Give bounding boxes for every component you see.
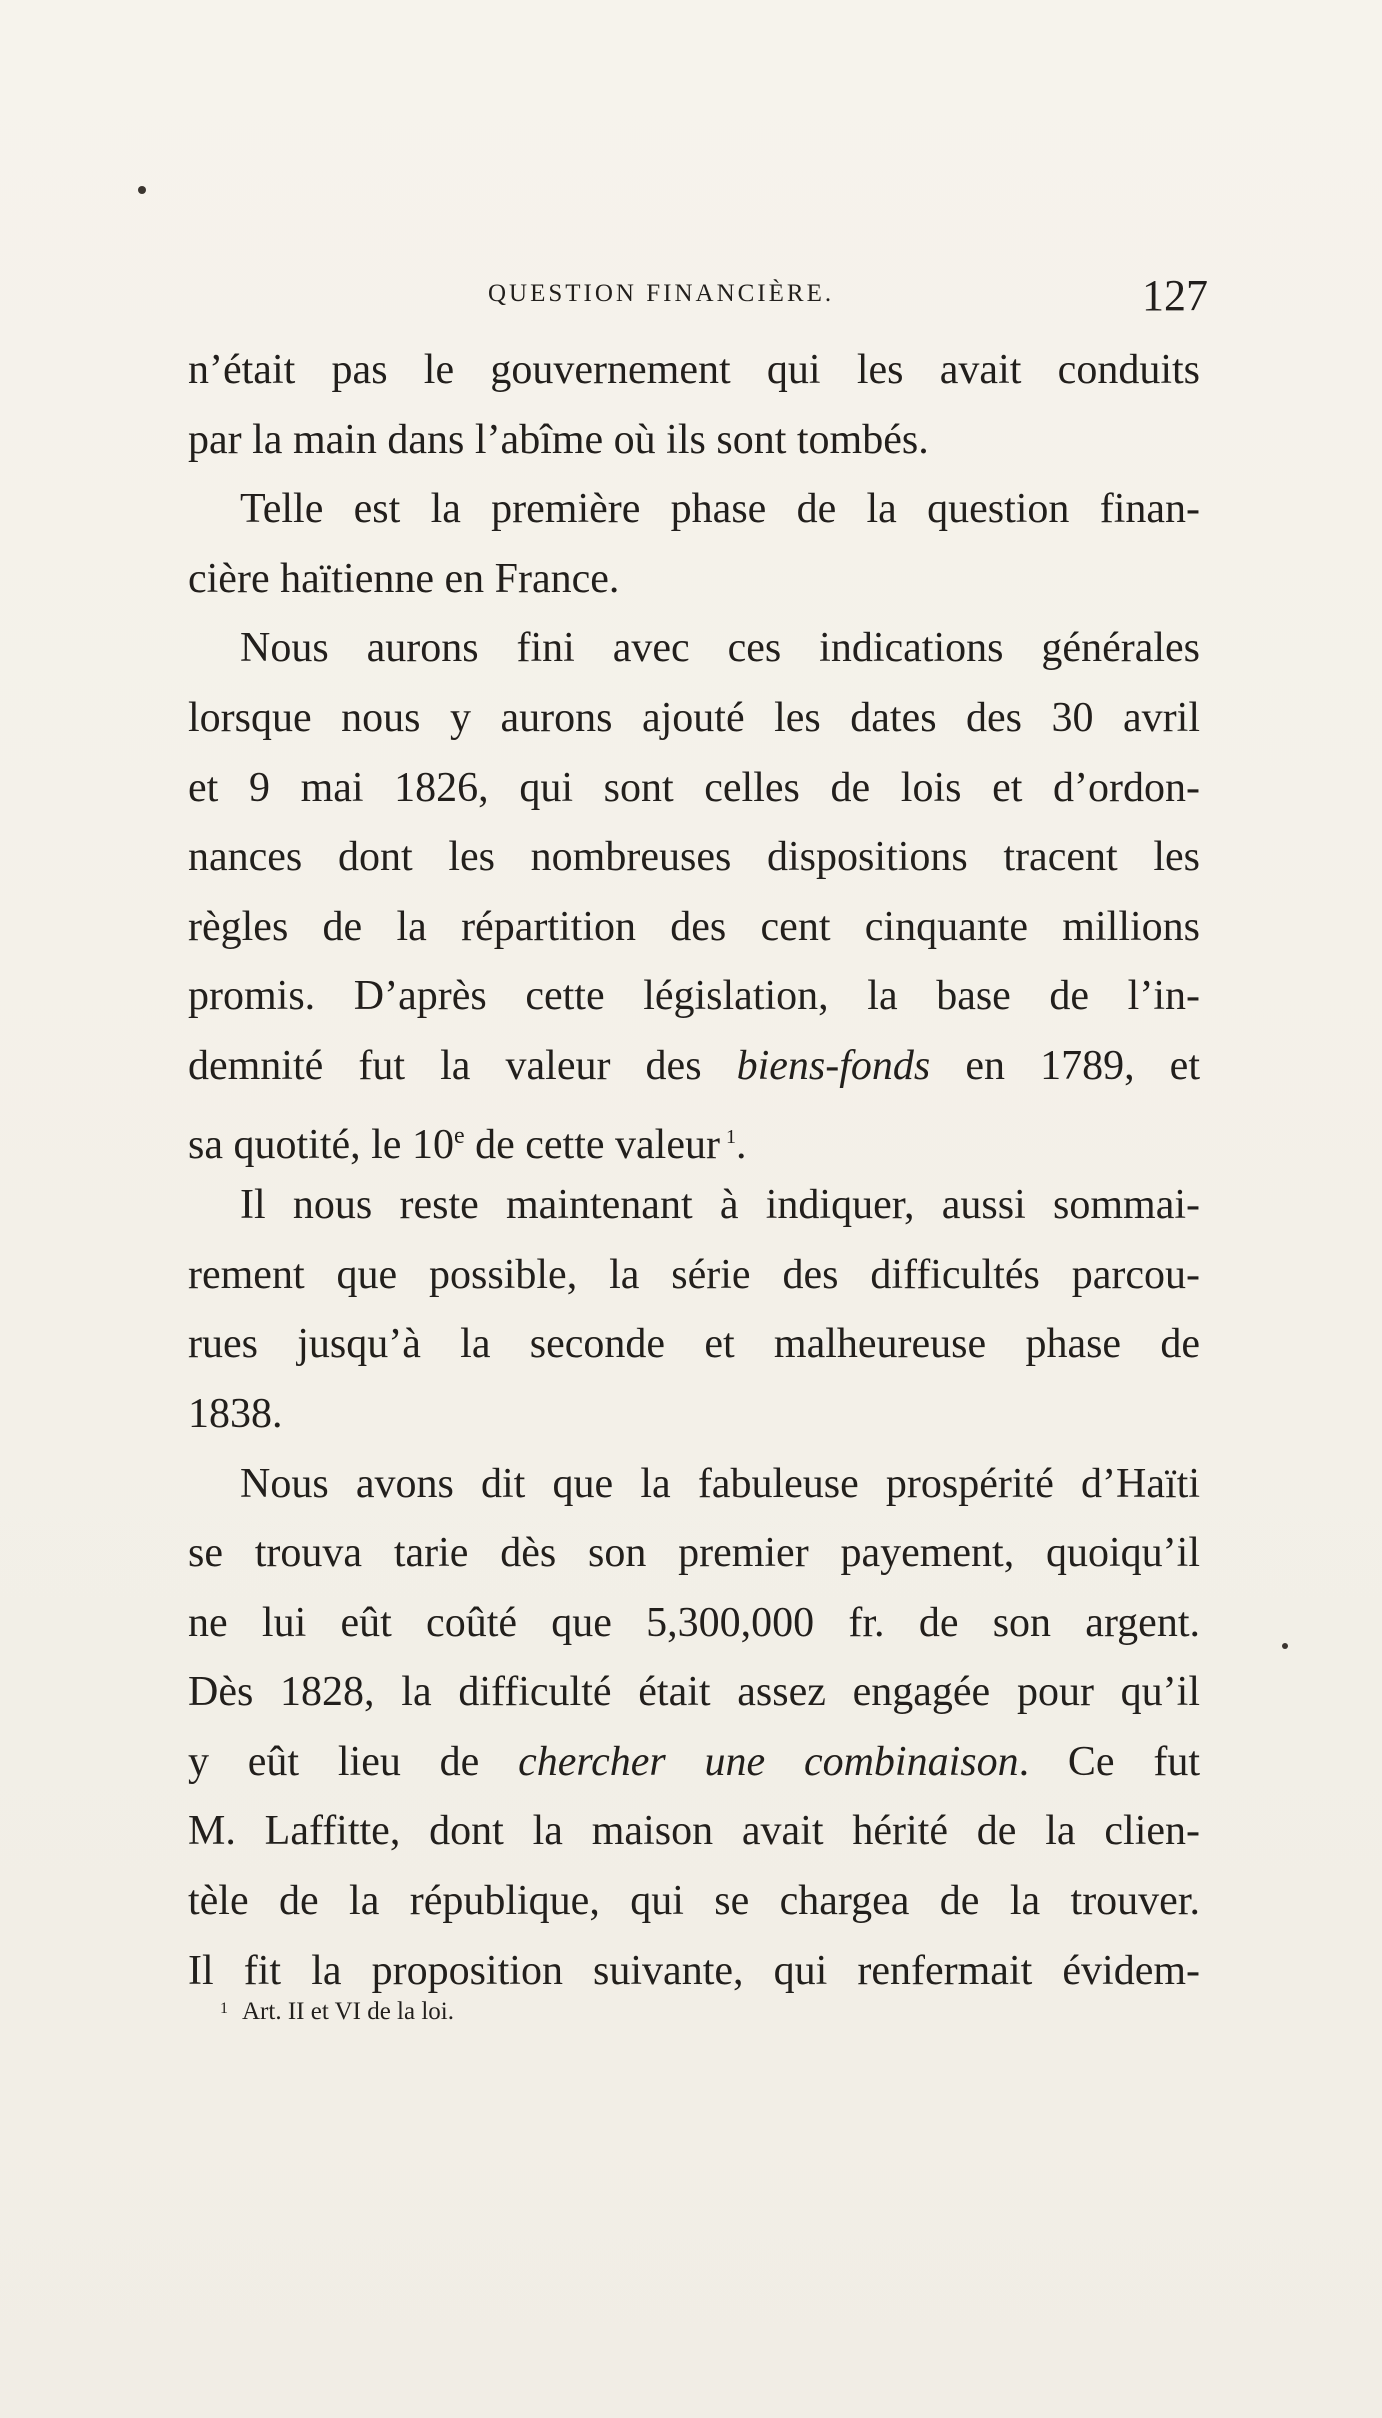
running-title: QUESTION FINANCIÈRE. — [488, 280, 835, 307]
italic-term: chercher une combinaison — [518, 1738, 1019, 1785]
italic-term: biens-fonds — [736, 1042, 931, 1089]
text-segment: . — [735, 1121, 747, 1168]
text-segment: y eût lieu de — [188, 1738, 519, 1785]
text-segment: de cette valeur — [464, 1121, 720, 1168]
text-line: par la main dans l’abîme où ils sont tombés. — [188, 416, 929, 463]
ink-speck — [138, 186, 146, 194]
text-line: promis. D’après cette législation, la base de l’in- — [188, 973, 1200, 1020]
body-text — [188, 336, 1200, 2006]
text-line: n’était pas le gouvernement qui les avait conduits — [188, 347, 1200, 393]
footnote — [220, 1998, 454, 2026]
text-line: ne lui eût coûté que 5,300,000 fr. de son argent. — [188, 1599, 1200, 1646]
text-line: règles de la répartition des cent cinquante millions — [188, 903, 1200, 950]
text-segment: en 1789, et — [930, 1042, 1200, 1089]
text-line — [188, 1728, 1200, 1798]
text-line: rues jusqu’à la seconde et malheureuse phase de — [188, 1321, 1200, 1368]
text-line: nances dont les nombreuses dispositions tracent les — [188, 834, 1200, 881]
text-line: rement que possible, la série des difficultés parcou- — [188, 1251, 1200, 1298]
text-line: Nous avons dit que la fabuleuse prospérité d’Haïti — [240, 1460, 1200, 1507]
text-line: tèle de la république, qui se chargea de la trouver. — [188, 1878, 1200, 1925]
footnote-mark: 1 — [220, 2000, 228, 2017]
text-line — [188, 1032, 1200, 1102]
page-header — [488, 270, 1208, 322]
ink-speck — [1282, 1643, 1288, 1649]
superscript: e — [453, 1122, 465, 1149]
text-segment: demnité fut la valeur des — [188, 1042, 737, 1089]
text-line — [188, 1102, 1200, 1172]
text-line: Telle est la première phase de la question finan- — [240, 486, 1200, 533]
text-line: Il fit la proposition suivante, qui renfermait évidem- — [188, 1947, 1200, 1994]
text-line: Dès 1828, la difficulté était assez engagée pour qu’il — [188, 1669, 1200, 1716]
text-segment: . Ce fut — [1018, 1738, 1200, 1785]
text-line: M. Laffitte, dont la maison avait hérité de la clien- — [188, 1808, 1200, 1855]
text-line: se trouva tarie dès son premier payement, quoiqu’il — [188, 1530, 1200, 1577]
text-line: et 9 mai 1826, qui sont celles de lois et d’ordon- — [188, 764, 1200, 811]
page-number: 127 — [1142, 271, 1208, 320]
text-line: Nous aurons fini avec ces indications générales — [240, 625, 1200, 672]
footnote-reference: 1 — [725, 1125, 736, 1148]
text-line: 1838. — [188, 1390, 283, 1437]
text-line: cière haïtienne en France. — [188, 555, 620, 602]
text-segment: sa quotité, le 10 — [188, 1121, 454, 1168]
text-line: lorsque nous y aurons ajouté les dates des 30 avril — [188, 694, 1200, 741]
footnote-text: Art. II et VI de la loi. — [242, 1998, 454, 2025]
text-line: Il nous reste maintenant à indiquer, aussi sommai- — [240, 1182, 1200, 1229]
